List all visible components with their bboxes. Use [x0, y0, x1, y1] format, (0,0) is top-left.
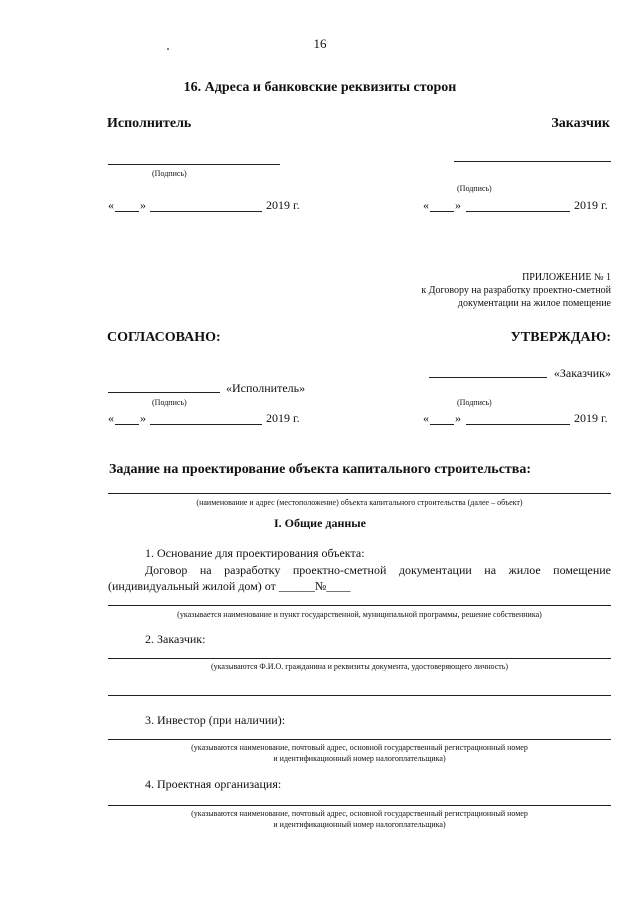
agreed-executor-label: «Исполнитель»: [226, 381, 306, 395]
section-title: 16. Адреса и банковские реквизиты сторон: [183, 80, 457, 95]
customer-date-year: 2019 г.: [574, 198, 608, 212]
item-3-caption-b: и идентификационный номер налогоплательщика): [273, 754, 446, 763]
executor-signature-caption: (Подпись): [152, 169, 187, 178]
customer-date-quote-open: «: [423, 198, 429, 212]
agreed-date-quote-close: »: [140, 411, 146, 425]
executor-signature-line: [108, 164, 280, 165]
executor-date-quote-open: «: [108, 198, 114, 212]
customer-date-month-line: [466, 211, 570, 212]
approve-customer-label: «Заказчик»: [553, 366, 611, 380]
executor-date-year: 2019 г.: [266, 198, 300, 212]
item-4-caption-a: (указываются наименование, почтовый адрес, основной государственный регистрационный номер: [191, 809, 528, 818]
agreed-heading: СОГЛАСОВАНО:: [107, 330, 221, 345]
agreed-signature-caption: (Подпись): [152, 398, 187, 407]
item-1-caption: (указывается наименование и пункт государственной, муниципальной программы, решение собственника): [177, 610, 542, 619]
executor-date-day-line: [115, 211, 139, 212]
customer-date-day-line: [430, 211, 454, 212]
item-4-line: [108, 805, 611, 806]
scan-speck: [167, 48, 169, 50]
agreed-signature-line: [108, 392, 220, 393]
item-1-label: 1. Основание для проектирования объекта:: [145, 546, 365, 560]
appendix-line-1: ПРИЛОЖЕНИЕ № 1: [522, 272, 611, 283]
assignment-title: Задание на проектирование объекта капитального строительства:: [108, 462, 532, 477]
customer-date-quote-close: »: [455, 198, 461, 212]
executor-heading: Исполнитель: [107, 116, 192, 131]
general-data-heading: I. Общие данные: [274, 516, 366, 530]
agreed-date-day-line: [115, 424, 139, 425]
customer-heading: Заказчик: [551, 116, 610, 131]
approve-date-month-line: [466, 424, 570, 425]
item-4-label: 4. Проектная организация:: [145, 777, 282, 791]
object-line: [108, 493, 611, 494]
appendix-line-3: документации на жилое помещение: [457, 298, 611, 309]
approve-date-quote-close: »: [455, 411, 461, 425]
approve-heading: УТВЕРЖДАЮ:: [510, 330, 611, 345]
item-2-line-2: [108, 695, 611, 696]
item-1-line: [108, 605, 611, 606]
item-4-caption-b: и идентификационный номер налогоплательщика): [273, 820, 446, 829]
item-2-line: [108, 658, 611, 659]
customer-signature-caption: (Подпись): [457, 184, 492, 193]
approve-date-quote-open: «: [423, 411, 429, 425]
approve-date-year: 2019 г.: [574, 411, 608, 425]
approve-signature-caption: (Подпись): [457, 398, 492, 407]
executor-date-quote-close: »: [140, 198, 146, 212]
item-3-label: 3. Инвестор (при наличии):: [145, 713, 286, 727]
approve-date-day-line: [430, 424, 454, 425]
item-3-caption-a: (указываются наименование, почтовый адрес, основной государственный регистрационный номер: [191, 743, 528, 752]
object-caption: (наименование и адрес (местоположение) объекта капитального строительства (далее – объект): [196, 498, 523, 507]
page-number: 16: [313, 36, 327, 51]
item-1-text-b: (индивидуальный жилой дом) от ______№____: [108, 579, 351, 593]
agreed-date-month-line: [150, 424, 262, 425]
customer-signature-line: [454, 161, 611, 162]
executor-date-month-line: [150, 211, 262, 212]
agreed-date-year: 2019 г.: [266, 411, 300, 425]
item-1-text-a: Договор на разработку проектно-сметной документации на жилое помещение: [145, 563, 611, 577]
item-2-label: 2. Заказчик:: [145, 632, 206, 646]
item-2-caption: (указываются Ф.И.О. гражданина и реквизиты документа, удостоверяющего личность): [210, 662, 509, 671]
agreed-date-quote-open: «: [108, 411, 114, 425]
item-3-line: [108, 739, 611, 740]
appendix-line-2: к Договору на разработку проектно-сметной: [421, 285, 611, 296]
